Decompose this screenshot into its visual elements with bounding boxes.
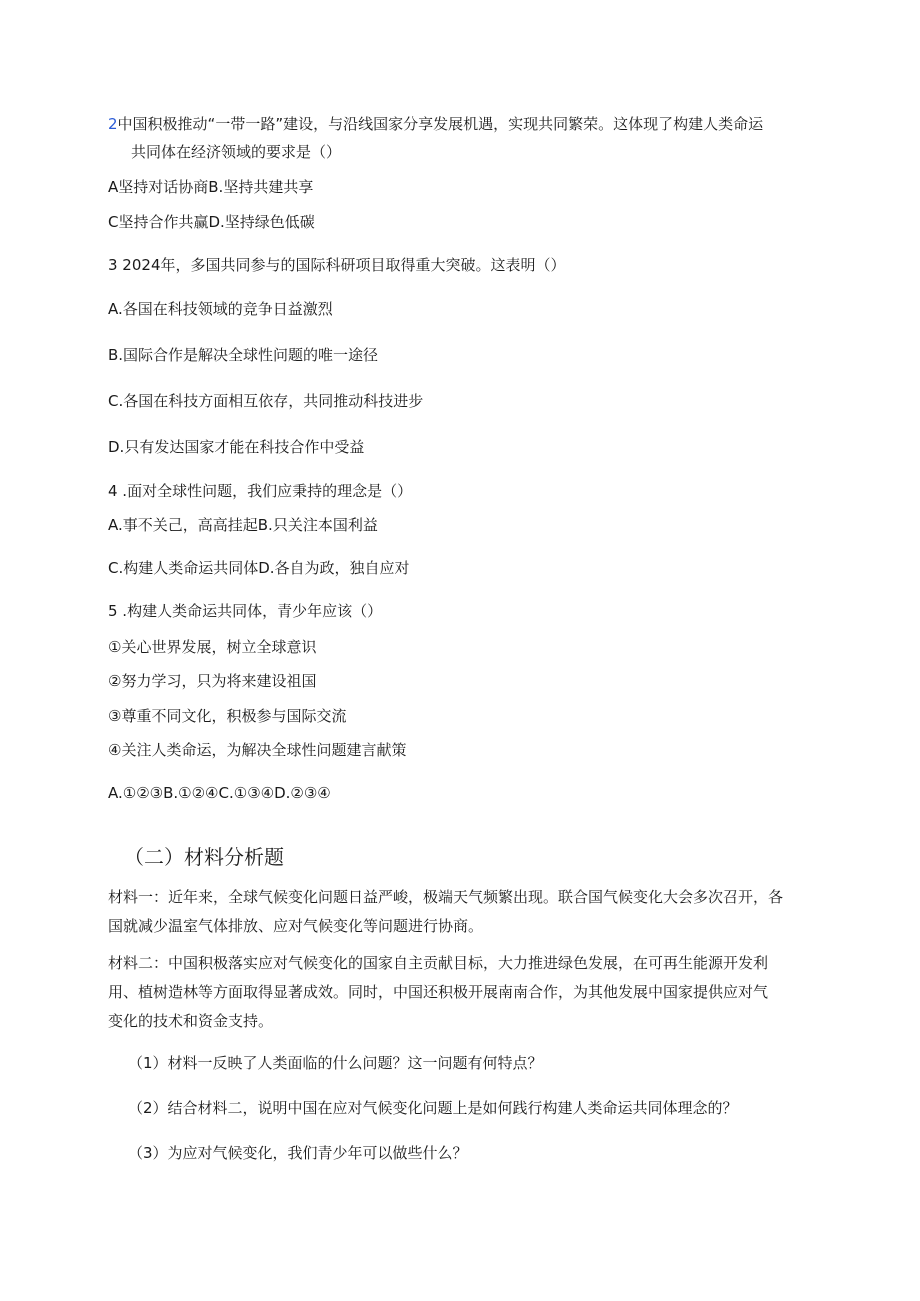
question-3-option-b: B.国际合作是解决全球性问题的唯一途径: [108, 346, 379, 364]
question-4-stem: 4 .面对全球性问题，我们应秉持的理念是（）: [108, 482, 413, 500]
question-2-options-line-2: C坚持合作共赢D.坚持绿色低碳: [108, 213, 315, 231]
question-4-options-line-1: A.事不关己，高高挂起B.只关注本国利益: [108, 516, 378, 534]
analysis-question-3: （3）为应对气候变化，我们青少年可以做些什么？: [128, 1144, 468, 1162]
question-5-item-3: ③尊重不同文化，积极参与国际交流: [108, 707, 347, 725]
question-3-option-d: D.只有发达国家才能在科技合作中受益: [108, 438, 365, 456]
material-2-line-2: 用、植树造林等方面取得显著成效。同时，中国还积极开展南南合作，为其他发展中国家提供应对气: [108, 983, 769, 1001]
question-4-options-line-2: C.构建人类命运共同体D.各自为政，独自应对: [108, 559, 410, 577]
question-5-item-2: ②努力学习，只为将来建设祖国: [108, 672, 317, 690]
question-2-stem-text: 中国积极推动“一带一路”建设，与沿线国家分享发展机遇，实现共同繁荣。这体现了构建人类命运: [117, 115, 764, 133]
question-2-stem-line-2: 共同体在经济领域的要求是（）: [131, 143, 342, 161]
question-3-option-a: A.各国在科技领域的竞争日益激烈: [108, 300, 333, 318]
question-3-stem: 3 2024年，多国共同参与的国际科研项目取得重大突破。这表明（）: [108, 256, 566, 274]
question-2-number: 2: [108, 115, 118, 133]
question-5-stem: 5 .构建人类命运共同体，青少年应该（）: [108, 602, 383, 620]
section-title: （二）材料分析题: [124, 845, 284, 869]
material-2-line-3: 变化的技术和资金支持。: [108, 1012, 274, 1030]
material-2-line-1: 材料二：中国积极落实应对气候变化的国家自主贡献目标，大力推进绿色发展，在可再生能源开发利: [108, 954, 769, 972]
material-1-line-2: 国就减少温室气体排放、应对气候变化等问题进行协商。: [108, 917, 484, 935]
analysis-question-1: （1）材料一反映了人类面临的什么问题？这一问题有何特点？: [128, 1054, 543, 1072]
question-2-options-line-1: A坚持对话协商B.坚持共建共享: [108, 178, 314, 196]
question-5-item-4: ④关注人类命运，为解决全球性问题建言献策: [108, 741, 407, 759]
analysis-question-2: （2）结合材料二，说明中国在应对气候变化问题上是如何践行构建人类命运共同体理念的？: [128, 1099, 738, 1117]
question-3-option-c: C.各国在科技方面相互依存，共同推动科技进步: [108, 392, 424, 410]
question-5-options: A.①②③B.①②④C.①③④D.②③④: [108, 784, 331, 802]
question-2-stem-line-1: [108, 114, 763, 134]
material-1-line-1: 材料一：近年来，全球气候变化问题日益严峻，极端天气频繁出现。联合国气候变化大会多次召开，各: [108, 888, 784, 906]
question-5-item-1: ①关心世界发展，树立全球意识: [108, 638, 317, 656]
